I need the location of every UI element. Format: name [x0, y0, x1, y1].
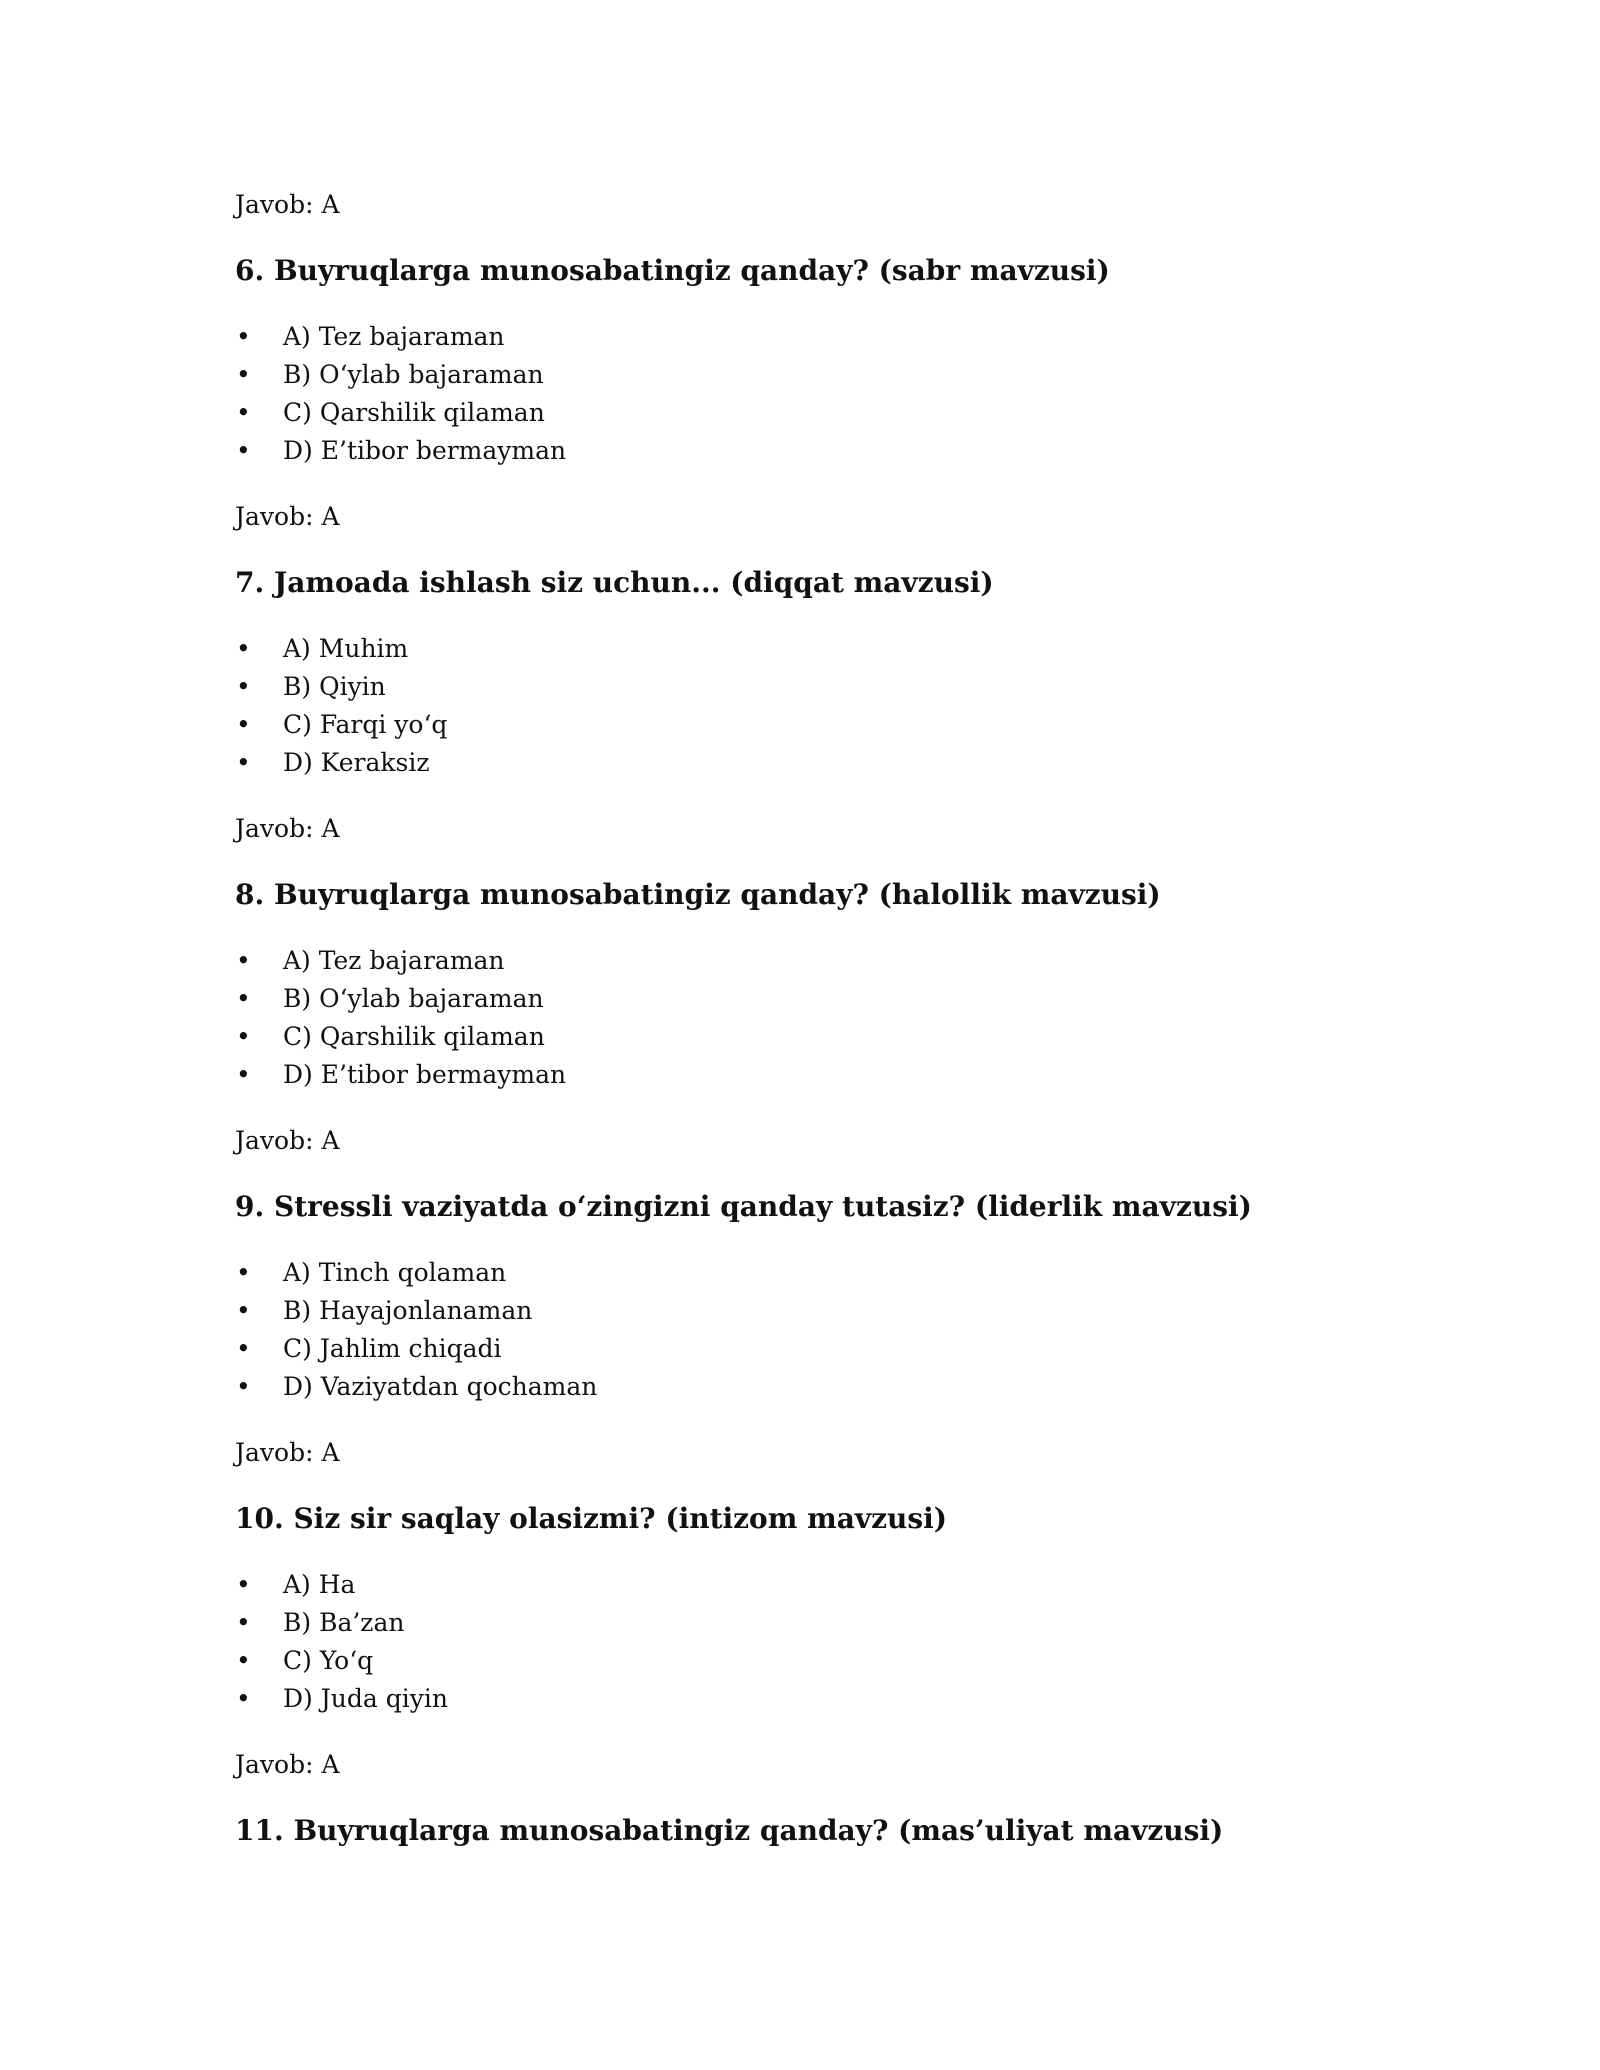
option-item [235, 668, 1435, 706]
option-item [235, 706, 1435, 744]
bullet-icon: • [236, 1022, 251, 1051]
answer-line: Javob: A [235, 190, 340, 219]
option-item [235, 432, 1435, 470]
option-label: A) Muhim [283, 634, 409, 663]
option-label: B) Hayajonlanaman [283, 1296, 533, 1325]
option-label: D) Juda qiyin [283, 1684, 448, 1713]
answer-line: Javob: A [235, 502, 340, 531]
option-label: C) Qarshilik qilaman [283, 1022, 545, 1051]
option-item [235, 630, 1435, 668]
question-heading: 10. Siz sir saqlay olasizmi? (intizom mavzusi) [235, 1502, 948, 1535]
option-list [235, 630, 1435, 782]
option-label: C) Jahlim chiqadi [283, 1334, 502, 1363]
question-heading: 7. Jamoada ishlash siz uchun... (diqqat mavzusi) [235, 566, 994, 599]
bullet-icon: • [236, 984, 251, 1013]
document-page [235, 186, 1435, 1850]
option-label: A) Tez bajaraman [283, 946, 505, 975]
question-heading: 9. Stressli vaziyatda o‘zingizni qanday tutasiz? (liderlik mavzusi) [235, 1190, 1252, 1223]
answer-line: Javob: A [235, 1126, 340, 1155]
option-list [235, 942, 1435, 1094]
option-item [235, 356, 1435, 394]
answer-line: Javob: A [235, 814, 340, 843]
option-item [235, 942, 1435, 980]
bullet-icon: • [236, 1372, 251, 1401]
option-list [235, 318, 1435, 470]
question-heading: 6. Buyruqlarga munosabatingiz qanday? (sabr mavzusi) [235, 254, 1110, 287]
option-item [235, 1330, 1435, 1368]
question-block [235, 876, 1435, 1160]
bullet-icon: • [236, 1684, 251, 1713]
bullet-icon: • [236, 748, 251, 777]
option-item [235, 1056, 1435, 1094]
question-block [235, 252, 1435, 536]
option-label: C) Qarshilik qilaman [283, 398, 545, 427]
option-list [235, 1566, 1435, 1718]
question-heading: 11. Buyruqlarga munosabatingiz qanday? (mas’uliyat mavzusi) [235, 1814, 1224, 1847]
option-item [235, 1680, 1435, 1718]
bullet-icon: • [236, 1296, 251, 1325]
option-label: D) E’tibor bermayman [283, 1060, 567, 1089]
option-item [235, 744, 1435, 782]
bullet-icon: • [236, 1334, 251, 1363]
bullet-icon: • [236, 1258, 251, 1287]
option-label: A) Tinch qolaman [283, 1258, 507, 1287]
question-block [235, 1188, 1435, 1472]
question-block [235, 564, 1435, 848]
option-item [235, 1368, 1435, 1406]
question-heading: 8. Buyruqlarga munosabatingiz qanday? (halollik mavzusi) [235, 878, 1161, 911]
question-block [235, 1500, 1435, 1784]
option-item [235, 1254, 1435, 1292]
bullet-icon: • [236, 634, 251, 663]
option-label: B) O‘ylab bajaraman [283, 984, 544, 1013]
option-label: C) Farqi yo‘q [283, 710, 448, 739]
option-item [235, 980, 1435, 1018]
option-label: C) Yo‘q [283, 1646, 374, 1675]
option-label: A) Ha [283, 1570, 356, 1599]
option-list [235, 1254, 1435, 1406]
option-label: D) Keraksiz [283, 748, 430, 777]
answer-line: Javob: A [235, 1438, 340, 1467]
option-label: D) Vaziyatdan qochaman [283, 1372, 598, 1401]
option-label: A) Tez bajaraman [283, 322, 505, 351]
option-label: B) Qiyin [283, 672, 386, 701]
option-label: D) E’tibor bermayman [283, 436, 567, 465]
bullet-icon: • [236, 946, 251, 975]
bullet-icon: • [236, 1608, 251, 1637]
option-item [235, 1018, 1435, 1056]
bullet-icon: • [236, 1570, 251, 1599]
option-item [235, 1566, 1435, 1604]
bullet-icon: • [236, 672, 251, 701]
option-item [235, 394, 1435, 432]
option-item [235, 1642, 1435, 1680]
bullet-icon: • [236, 360, 251, 389]
bullet-icon: • [236, 1646, 251, 1675]
option-label: B) Ba’zan [283, 1608, 405, 1637]
option-item [235, 318, 1435, 356]
option-item [235, 1604, 1435, 1642]
bullet-icon: • [236, 1060, 251, 1089]
bullet-icon: • [236, 398, 251, 427]
answer-line: Javob: A [235, 1750, 340, 1779]
bullet-icon: • [236, 436, 251, 465]
bullet-icon: • [236, 322, 251, 351]
option-item [235, 1292, 1435, 1330]
bullet-icon: • [236, 710, 251, 739]
option-label: B) O‘ylab bajaraman [283, 360, 544, 389]
